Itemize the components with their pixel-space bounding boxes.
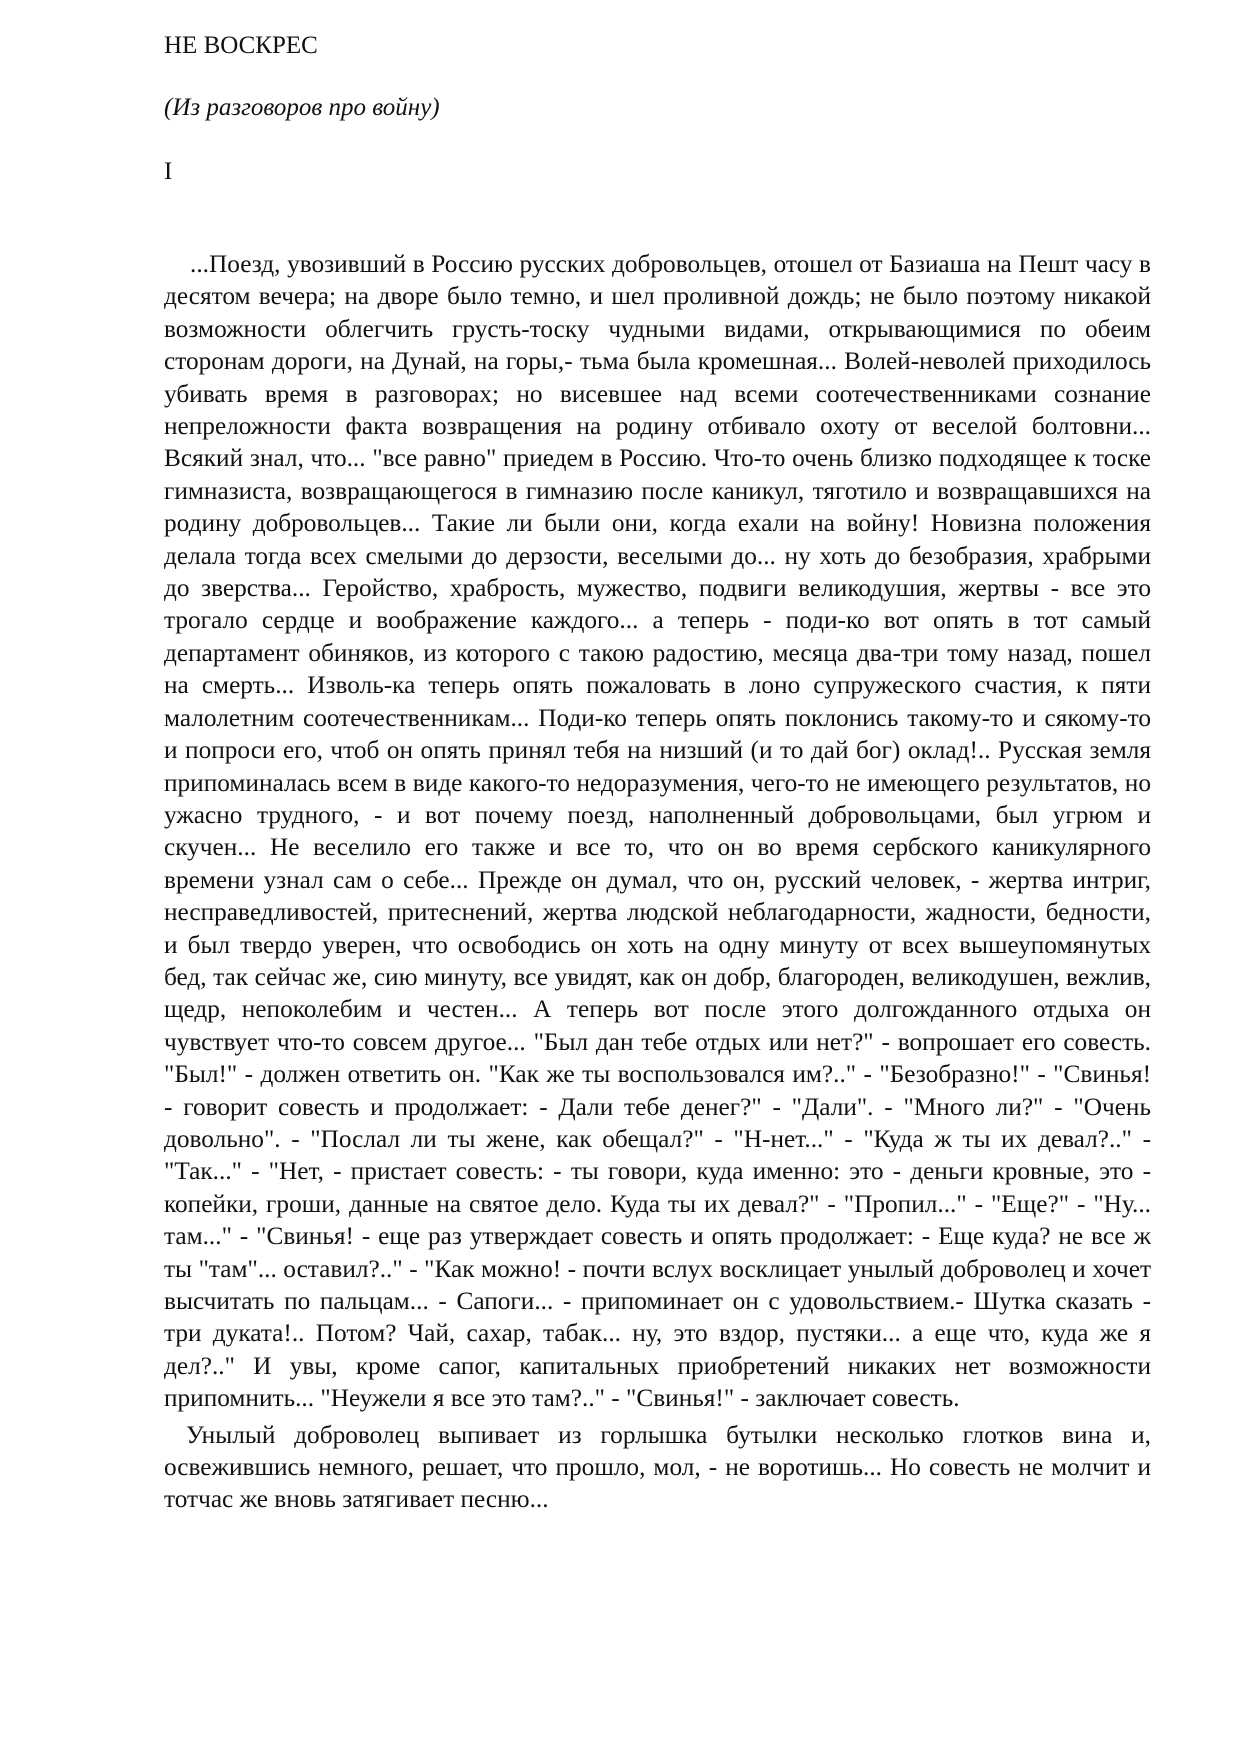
paragraph-2: Унылый доброволец выпивает из горлышка бутылки несколько глотков вина и, освежившись немного, решает, что прошло, мол, - не воротишь... Но совесть не молчит и тотчас же вновь затягивает песню...	[164, 1420, 1151, 1514]
chapter-number: I	[164, 158, 173, 185]
page-subtitle: (Из разговоров про войну)	[164, 94, 440, 121]
paragraph-1: ...Поезд, увозивший в Россию русских добровольцев, отошел от Базиаша на Пешт часу в десятом вечера; на дворе было темно, и шел проливной дождь; не было поэтому никакой возможности облегчить грусть-тоску чудными видами, открывающимися по обеим сторонам дороги, на Дунай, на горы,- тьма была кромешная... Волей-неволей приходилось убивать время в разговорах; но висевшее над всеми соотечественниками сознание непреложности факта возвращения на родину отбивало охоту от веселой болтовни... Всякий знал, что... "все равно" приедем в Россию. Что-то очень близко подходящее к тоске гимназиста, возвращающегося в гимназию после каникул, тяготило и возвращавшихся на родину добровольцев... Такие ли были они, когда ехали на войну! Новизна положения делала тогда всех смелыми до дерзости, веселыми до... ну хоть до безобразия, храбрыми до зверства... Геройство, храбрость, мужество, подвиги великодушия, жертвы - все это трогало сердце и воображение каждого... а теперь - поди-ко вот опять в тот самый департамент обиняков, из которого с такою радостию, месяца два-три тому назад, пошел на смерть... Изволь-ка теперь опять пожаловать в лоно супружеского счастия, к пяти малолетним соотечественникам... Поди-ко теперь опять поклонись такому-то и сякому-то и попроси его, чтоб он опять принял тебя на низший (и то дай бог) оклад!.. Русская земля припоминалась всем в виде какого-то недоразумения, чего-то не имеющего результатов, но ужасно трудного, - и вот почему поезд, наполненный добровольцами, был угрюм и скучен... Не веселило его также и все то, что он во время сербского каникулярного времени узнал сам о себе... Прежде он думал, что он, русский человек, - жертва интриг, несправедливостей, притеснений, жертва людской неблагодарности, жадности, бедности, и был твердо уверен, что освободись он хоть на одну минуту от всех вышеупомянутых бед, так сейчас же, сию минуту, все увидят, как он добр, благороден, великодушен, вежлив, щедр, непоколебим и честен... А теперь вот после этого долгожданного отдыха он чувствует что-то совсем другое... "Был дан тебе отдых или нет?" - вопрошает его совесть. "Был!" - должен ответить он. "Как же ты воспользовался им?.." - "Безобразно!" - "Свинья! - говорит совесть и продолжает: - Дали тебе денег?" - "Дали". - "Много ли?" - "Очень довольно". - "Послал ли ты жене, как обещал?" - "Н-нет..." - "Куда ж ты их девал?.." - "Так..." - "Нет, - пристает совесть: - ты говори, куда именно: это - деньги кровные, это - копейки, гроши, данные на святое дело. Куда ты их девал?" - "Пропил..." - "Еще?" - "Ну... там..." - "Свинья! - еще раз утверждает совесть и опять продолжает: - Еще куда? не все ж ты "там"... оставил?.." - "Как можно! - почти вслух восклицает унылый доброволец и хочет высчитать по пальцам... - Сапоги... - припоминает он с удовольствием.- Шутка сказать - три дуката!.. Потом? Чай, сахар, табак... ну, это вздор, пустяки... а еще что, куда же я дел?.." И увы, кроме сапог, капитальных приобретений никаких нет возможности припомнить... "Неужели я все это там?.." - "Свинья!" - заключает совесть.	[164, 250, 1151, 1413]
page-title: НЕ ВОСКРЕС	[164, 32, 318, 59]
body-text	[164, 248, 1151, 1516]
